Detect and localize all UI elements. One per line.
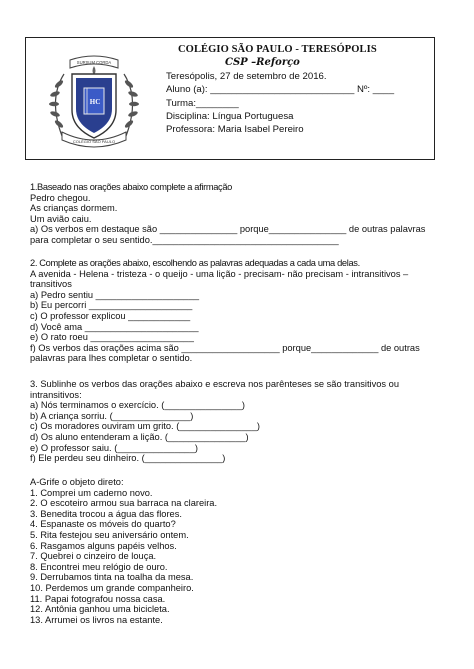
- list-item: 8. Encontrei meu relógio de ouro.: [30, 561, 168, 572]
- question-3-title: 3. Sublinhe os verbos das orações abaixo e escreva nos parênteses se são transitivos ou: [30, 379, 399, 389]
- line: c) Os moradores ouviram um grito. (_______________): [30, 421, 260, 432]
- line: Pedro chegou.: [30, 192, 91, 203]
- teacher-line: Professora: Maria Isabel Pereiro: [166, 124, 304, 135]
- question-1-title: 1.Baseado nas orações abaixo complete a afirmação: [30, 182, 232, 192]
- list-item: 5. Rita festejou seu aniversário ontem.: [30, 529, 189, 540]
- svg-text:HC: HC: [89, 98, 101, 106]
- list-item: 7. Quebrei o cinzeiro de louça.: [30, 551, 157, 562]
- line: c) O professor explicou ____________: [30, 310, 191, 321]
- date-line: Teresópolis, 27 de setembro de 2016.: [166, 71, 327, 82]
- line: e) O rato roeu ____________________: [30, 332, 194, 343]
- line: e) O professor saiu. (_______________): [30, 442, 198, 453]
- svg-text:COLÉGIO SÃO PAULO: COLÉGIO SÃO PAULO: [72, 139, 116, 144]
- line: a) Os verbos em destaque são _______________ porque_______________ de outras palavras: [30, 224, 426, 235]
- list-item: 2. O escoteiro armou sua barraca na clareira.: [30, 498, 218, 509]
- class-line: Turma:________: [166, 98, 239, 109]
- school-crest-icon: [34, 44, 154, 154]
- list-item: 12. Antônia ganhou uma bicicleta.: [30, 604, 170, 615]
- student-line: Aluno (a): ___________________________ Nº: ____: [166, 84, 395, 95]
- list-item: 6. Rasgamos alguns papéis velhos.: [30, 540, 177, 551]
- school-name: COLÉGIO SÃO PAULO - TERESÓPOLIS: [178, 44, 377, 55]
- section-3: [30, 379, 399, 464]
- header-box: [25, 37, 435, 160]
- line: f) Os verbos das orações acima são ___________________ porque_____________ de outras: [30, 342, 420, 353]
- line: Um avião caiu.: [30, 213, 92, 224]
- word-bank: A avenida - Helena - tristeza - o queijo - uma lição - precisam- não precisam - intransitivos –: [30, 268, 409, 279]
- question-2-title: 2. Complete as orações abaixo, escolhendo as palavras adequadas a cada uma delas.: [30, 258, 360, 268]
- svg-text:SURSUM CORDA: SURSUM CORDA: [76, 60, 112, 65]
- line: d) Os aluno entenderam a lição. (_______________): [30, 431, 249, 442]
- line: palavras para lhes completar o sentido.: [30, 353, 193, 364]
- list-item: 4. Espanaste os móveis do quarto?: [30, 519, 176, 530]
- list-item: 1. Comprei um caderno novo.: [30, 487, 153, 498]
- list-item: 13. Arrumei os livros na estante.: [30, 614, 163, 625]
- list-item: 11. Papai fotografou nossa casa.: [30, 593, 166, 604]
- line: b) A criança sorriu. (_______________): [30, 410, 194, 421]
- question-4-title: A-Grife o objeto direto:: [30, 477, 124, 487]
- line: intransitivos:: [30, 389, 82, 400]
- section-4: [30, 477, 217, 625]
- line: para completar o seu sentido.____________________________________: [30, 234, 339, 245]
- section-1: [30, 182, 425, 246]
- list-item: 3. Benedita trocou a água das flores.: [30, 508, 182, 519]
- line: f) Ele perdeu seu dinheiro. (_______________): [30, 453, 226, 464]
- list-item: 9. Derrubamos tinta na toalha da mesa.: [30, 572, 194, 583]
- subject-line: Disciplina: Língua Portuguesa: [166, 111, 294, 122]
- section-2: [30, 258, 420, 364]
- word-bank-cont: transitivos: [30, 279, 72, 290]
- line: d) Você ama ______________________: [30, 321, 199, 332]
- subtitle: CSP –Reforço: [225, 57, 300, 68]
- line: As crianças dormem.: [30, 203, 118, 214]
- line: a) Pedro sentiu ____________________: [30, 289, 200, 300]
- list-item: 10. Perdemos um grande companheiro.: [30, 582, 194, 593]
- line: a) Nós terminamos o exercício. (_______________): [30, 400, 245, 411]
- line: b) Eu percorri ____________________: [30, 300, 193, 311]
